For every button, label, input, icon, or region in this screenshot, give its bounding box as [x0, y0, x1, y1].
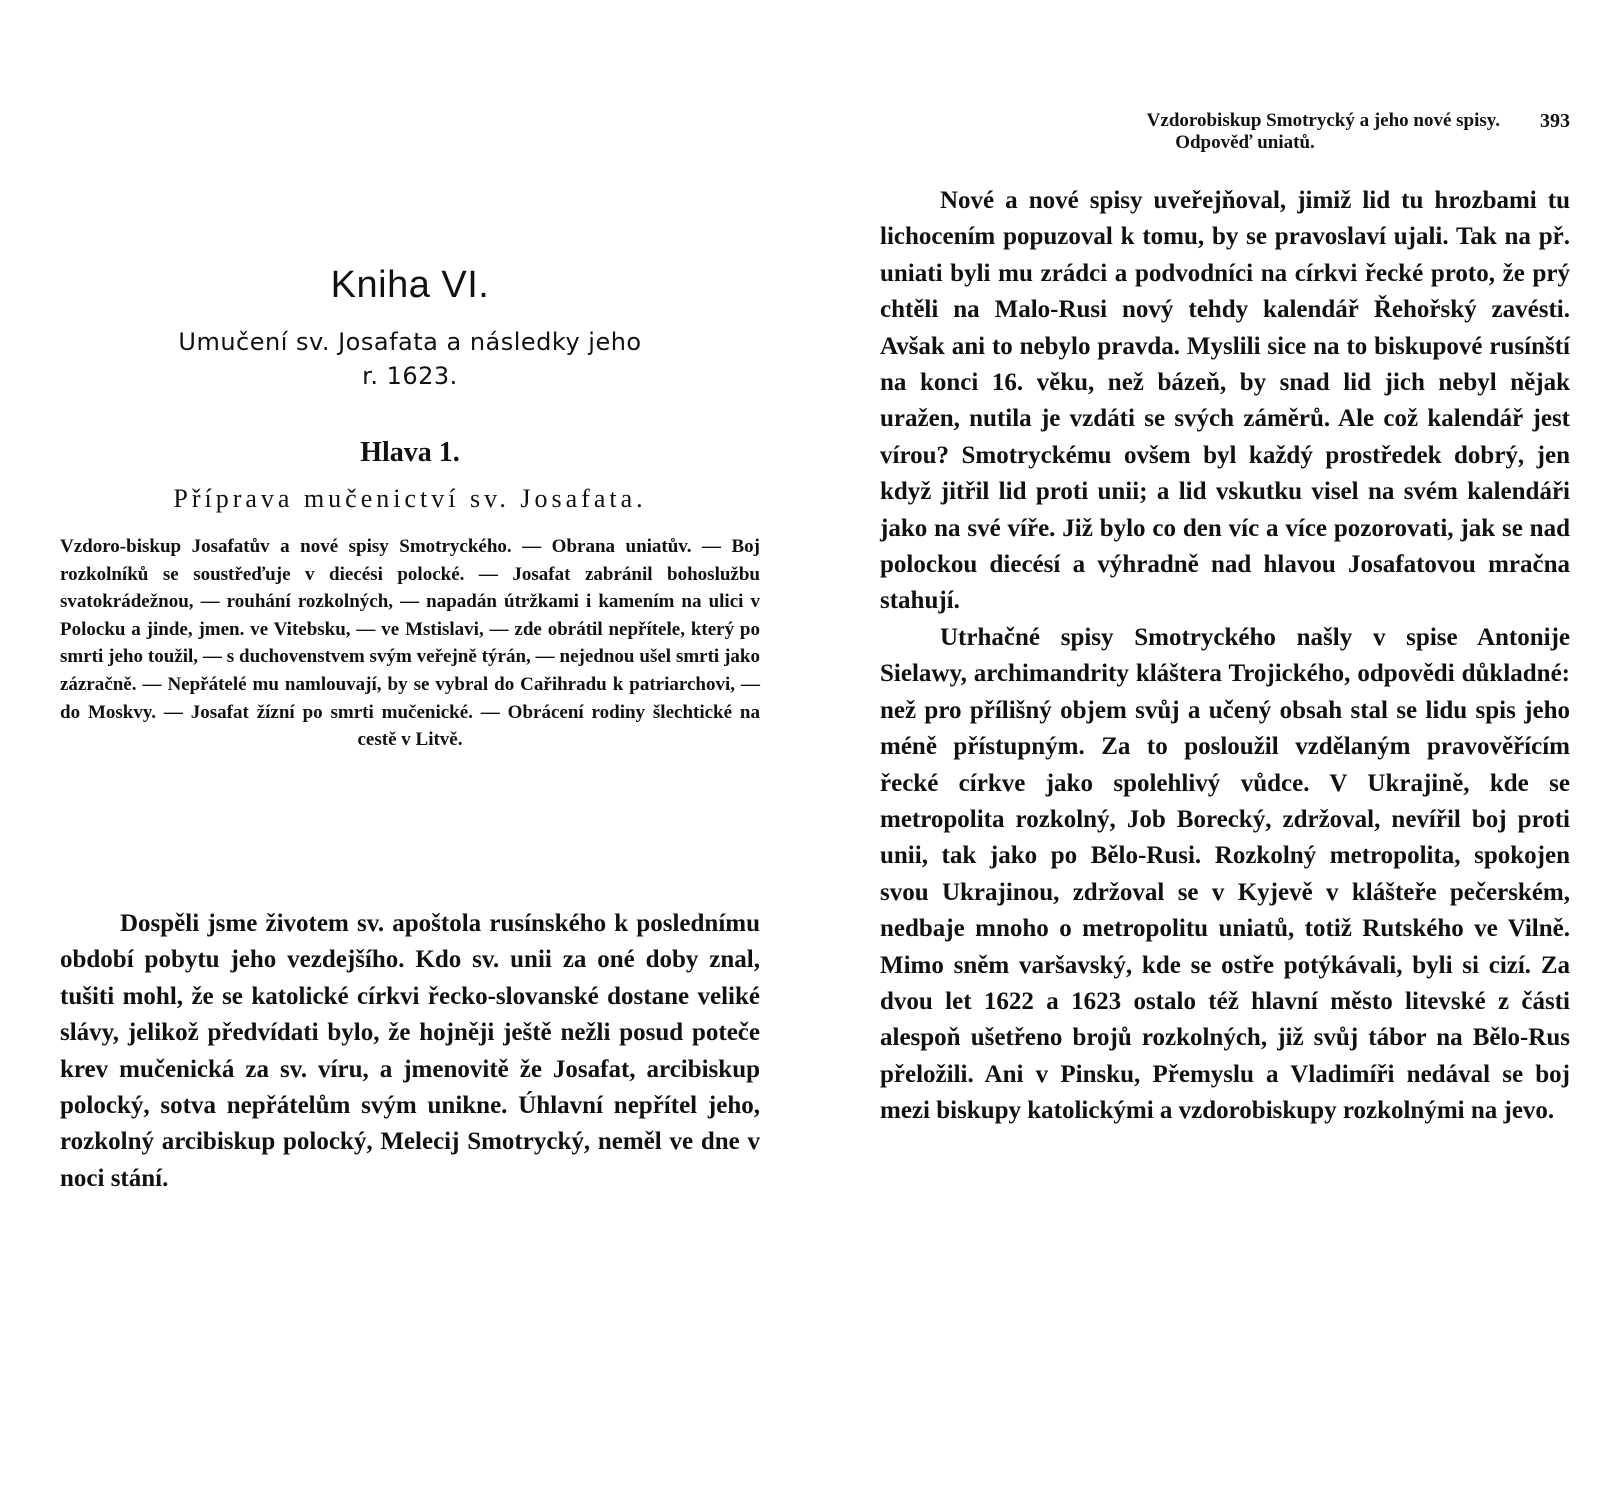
- book-title: Kniha VI.: [330, 264, 490, 306]
- running-head: [880, 110, 1570, 154]
- left-body-paragraph: Dospěli jsme životem sv. apoštola rusínského k poslednímu období pobytu jeho vezdejšího. Kdo sv. unii za oné doby znal, tušiti mohl, že se katolické církvi řecko-slovanské dostane veliké slávy, jelikož předvídati bylo, že hojněji ještě nežli posud poteče krev mučenická za sv. víru, a jmenovitě že Josafat, arcibiskup polocký, sotva nepřátelům svým unikne. Úhlavní nepřítel jeho, rozkolný arcibiskup polocký, Melecij Smotrycký, neměl ve dne v noci stání.: [60, 910, 760, 1192]
- running-head-line1-row: [880, 110, 1570, 132]
- book-subtitle-line2: r. 1623.: [362, 362, 458, 390]
- book-subtitle: [60, 325, 760, 393]
- right-body: [880, 183, 1570, 1130]
- chapter-title: Hlava 1.: [360, 437, 460, 468]
- chapter-summary: Vzdoro-biskup Josafatův a nové spisy Smotryckého. — Obrana uniatův. — Boj rozkolníků se soustřeďuje v diecési polocké. — Josafat zabránil bohoslužbu svatokrádežnou, — rouhání rozkolných, — napadán útržkami i kamením na ulici v Polocku a jinde, jmen. ve Vitebsku, — ve Mstislavi, — zde obrátil nepřítele, který po smrti jeho toužil, — s duchovenstvem svým veřejně týrán, — nejednou ušel smrti jako zázračně. — Nepřátelé mu namlouvají, by se vybral do Cařihradu k patriarchovi, — do Moskvy. — Josafat žízní po smrti mučenické. — Obrácení rodiny šlechtické na cestě v Litvě.: [60, 536, 760, 751]
- right-page: [880, 0, 1570, 1501]
- right-paragraph-1: Nové a nové spisy uveřejňoval, jimiž lid tu hrozbami tu lichocením popuzoval k tomu, by se pravoslaví ujali. Tak na př. uniati byli mu zrádci a podvodníci na církvi řecké proto, že prý chtěli na Malo-Rusi nový tehdy kalendář Řehořský zavésti. Avšak ani to nebylo pravda. Myslili sice na to biskupové rusínští na konci 16. věku, než bázeň, by snad lid jich nebyl nějak uražen, nutila je vzdáti se svých záměrů. Ale což kalendář jest vírou? Smotryckému ovšem byl každý prostředek dobrý, jen když jitřil lid proti unii; a lid vskutku visel na svém kalendáři jako na své víře. Již bylo co den víc a více pozorovati, jak se nad polockou diecésí a výhradně nad hlavou Josafatovou mračna stahují.: [880, 187, 1570, 615]
- page-number: 393: [1540, 110, 1570, 132]
- left-page: [60, 0, 760, 1501]
- right-paragraph-2: Utrhačné spisy Smotryckého našly v spise Antonije Sielawy, archimandrity kláštera Trojického, odpovědi důkladné: než pro přílišný objem svůj a učený obsah stal se lidu spis jeho méně přístupným. Za to posloužil vzdělaným pravověřícím řecké církve jako spolehlivý vůdce. V Ukrajině, kde se metropolita rozkolný, Job Borecký, zdržoval, nevířil boj proti unii, tak jako po Bělo-Rusi. Rozkolný metropolita, spokojen svou Ukrajinou, zdržoval se v Kyjevě v klášteře pečerském, nedbaje mnoho o metropolitu uniatů, totiž Rutského ve Vilně. Mimo sněm varšavský, kde se ostře potýkávali, byli si cizí. Za dvou let 1622 a 1623 ostalo též hlavní město litevské z části alespoň ušetřeno brojů rozkolných, již svůj tábor na Bělo-Rus přeložili. Ani v Pinsku, Přemyslu a Vladimíři nedával se boj mezi biskupy katolickými a vzdorobiskupy rozkolnými na jevo.: [880, 623, 1570, 1125]
- chapter-subtitle: Příprava mučenictví sv. Josafata.: [173, 484, 647, 513]
- running-head-subtitle: Odpověď uniatů.: [1175, 132, 1315, 153]
- book-subtitle-line1: Umučení sv. Josafata a následky jeho: [178, 328, 642, 356]
- running-head-title: Vzdorobiskup Smotrycký a jeho nové spisy.: [1146, 110, 1500, 131]
